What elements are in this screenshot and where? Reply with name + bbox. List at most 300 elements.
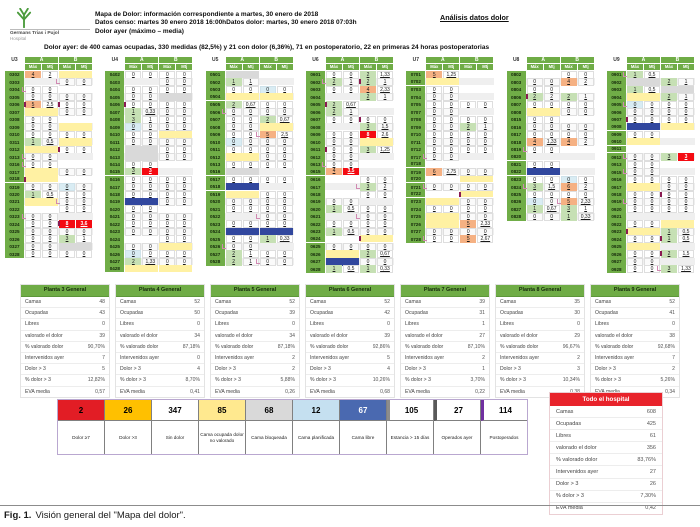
bed-cell[interactable]: 2 [42, 71, 58, 79]
bed-cell[interactable]: 0 [142, 205, 158, 213]
bed-cell[interactable]: 1 [627, 86, 643, 94]
bed-cell[interactable]: 0 [226, 161, 242, 169]
bed-cell[interactable]: 0 [42, 153, 58, 161]
bed-cell[interactable]: 0 [59, 101, 75, 109]
bed-cell[interactable]: 0 [176, 183, 192, 191]
bed-cell[interactable]: 0 [226, 146, 242, 154]
bed-cell[interactable]: 0 [343, 71, 359, 79]
bed-cell[interactable]: 1,33 [678, 265, 694, 273]
bed-cell[interactable]: 0 [142, 191, 158, 199]
bed-cell[interactable]: 0 [260, 161, 276, 169]
bed-cell[interactable]: 0 [460, 168, 476, 176]
bed-cell[interactable]: 5 [25, 101, 41, 109]
bed-cell[interactable]: 0 [627, 198, 643, 206]
bed-cell[interactable]: 6 [561, 183, 577, 191]
bed-cell[interactable]: 0 [142, 183, 158, 191]
bed-cell[interactable]: 0 [42, 228, 58, 236]
bed-cell[interactable]: 0 [477, 101, 493, 109]
bed-cell[interactable]: 0 [42, 183, 58, 191]
bed-cell[interactable]: 0 [176, 108, 192, 116]
bed-cell[interactable]: 0 [360, 116, 376, 124]
bed-cell[interactable]: 3 [561, 205, 577, 213]
bed-cell[interactable]: 0 [125, 250, 141, 258]
bed-cell[interactable]: 0 [627, 191, 643, 199]
bed-cell[interactable]: 0 [644, 220, 660, 228]
bed-cell[interactable]: 0 [426, 101, 442, 109]
bed-cell[interactable]: 0 [226, 108, 242, 116]
bed-cell[interactable]: 0 [527, 213, 543, 221]
bed-cell[interactable] [260, 93, 293, 100]
bed-cell[interactable]: 0 [142, 243, 158, 251]
bed-cell[interactable]: 0 [25, 213, 41, 221]
bed-cell[interactable]: 0 [25, 93, 41, 101]
bed-cell[interactable]: 0 [661, 108, 677, 116]
bed-cell[interactable] [226, 228, 259, 235]
bed-cell[interactable]: 0 [277, 86, 293, 94]
bed-cell[interactable]: 0,67 [343, 101, 359, 109]
bed-cell[interactable]: 2 [661, 250, 677, 258]
bed-cell[interactable]: 4 [326, 168, 342, 175]
bed-cell[interactable]: 0 [59, 183, 75, 191]
bed-cell[interactable]: 0 [343, 131, 359, 139]
bed-cell[interactable]: 0 [125, 228, 141, 236]
bed-cell[interactable]: 3 [527, 183, 543, 191]
bed-cell[interactable]: 0 [443, 235, 459, 243]
bed-cell[interactable]: 0 [176, 220, 192, 228]
bed-cell[interactable]: 0 [644, 250, 660, 258]
bed-cell[interactable]: 1 [243, 250, 259, 258]
bed-cell[interactable]: 0 [176, 123, 192, 131]
bed-cell[interactable]: 0 [443, 93, 459, 101]
bed-cell[interactable]: 3 [125, 168, 141, 175]
bed-cell[interactable]: 0 [25, 220, 41, 228]
bed-cell[interactable]: 1 [527, 205, 543, 213]
bed-cell[interactable]: 0 [226, 220, 242, 228]
bed-cell[interactable]: 0 [59, 191, 75, 199]
bed-cell[interactable]: 0,67 [277, 116, 293, 124]
bed-cell[interactable] [426, 78, 459, 85]
bed-cell[interactable]: 0 [377, 191, 393, 199]
bed-cell[interactable]: 0 [477, 228, 493, 236]
bed-cell[interactable]: 2 [260, 116, 276, 124]
bed-cell[interactable]: 0 [426, 146, 442, 154]
bed-cell[interactable]: 0 [460, 131, 476, 139]
bed-cell[interactable]: 3 [661, 265, 677, 273]
bed-cell[interactable]: 0,5 [42, 138, 58, 146]
bed-cell[interactable]: 0 [527, 78, 543, 86]
bed-cell[interactable]: 2 [377, 183, 393, 191]
bed-cell[interactable]: 0 [260, 213, 276, 221]
bed-cell[interactable]: 8 [59, 220, 75, 228]
bed-cell[interactable]: 0 [260, 138, 276, 146]
bed-cell[interactable]: 0 [678, 191, 694, 199]
bed-cell[interactable]: 1 [343, 108, 359, 116]
bed-cell[interactable]: 0 [544, 191, 560, 199]
bed-cell[interactable]: 1 [561, 213, 577, 221]
bed-cell[interactable]: 0 [142, 131, 158, 139]
bed-cell[interactable]: 0 [561, 108, 577, 116]
bed-cell[interactable]: 0 [627, 176, 643, 184]
bed-cell[interactable]: 0 [661, 176, 677, 184]
bed-cell[interactable]: 0 [343, 153, 359, 161]
bed-cell[interactable]: 2,6 [377, 131, 393, 139]
bed-cell[interactable]: 1 [678, 93, 694, 101]
bed-cell[interactable]: 0 [226, 198, 242, 206]
bed-cell[interactable]: 0 [443, 131, 459, 139]
bed-cell[interactable]: 0 [159, 250, 175, 258]
bed-cell[interactable]: 0 [226, 243, 242, 251]
bed-cell[interactable]: 0 [360, 176, 376, 184]
bed-cell[interactable]: 0 [426, 228, 442, 236]
bed-cell[interactable] [226, 71, 259, 78]
bed-cell[interactable]: 0 [277, 153, 293, 161]
bed-cell[interactable]: 2,5 [277, 131, 293, 139]
bed-cell[interactable]: 0 [527, 86, 543, 94]
bed-cell[interactable]: 0 [243, 198, 259, 206]
bed-cell[interactable]: 0 [59, 108, 75, 116]
bed-cell[interactable]: 0 [42, 213, 58, 221]
bed-cell[interactable]: 0 [42, 131, 58, 139]
bed-cell[interactable]: 0 [426, 183, 442, 191]
bed-cell[interactable]: 0 [25, 153, 41, 161]
bed-cell[interactable]: 0 [561, 123, 577, 131]
bed-cell[interactable]: 0 [260, 86, 276, 94]
bed-cell[interactable]: 0 [544, 146, 560, 154]
bed-cell[interactable]: 1,5 [377, 123, 393, 131]
bed-cell[interactable]: 0 [243, 131, 259, 139]
bed-cell[interactable]: 6 [426, 168, 442, 176]
bed-cell[interactable]: 0,33 [377, 265, 393, 273]
bed-cell[interactable]: 0 [260, 146, 276, 154]
bed-cell[interactable]: 0 [159, 258, 175, 266]
bed-cell[interactable]: 0 [159, 146, 175, 154]
bed-cell[interactable]: 0,67 [544, 205, 560, 213]
bed-cell[interactable]: 0 [443, 183, 459, 191]
bed-cell[interactable]: 0,67 [377, 250, 393, 258]
bed-cell[interactable]: 0 [42, 161, 58, 169]
bed-cell[interactable]: 0 [125, 71, 141, 79]
bed-cell[interactable]: 0 [644, 116, 660, 124]
bed-cell[interactable]: 0 [527, 146, 543, 154]
bed-cell[interactable]: 0 [25, 243, 41, 251]
bed-cell[interactable]: 0 [627, 131, 643, 139]
bed-cell[interactable]: 1,5 [544, 183, 560, 191]
bed-cell[interactable]: 0 [277, 101, 293, 109]
bed-cell[interactable]: 0 [226, 138, 242, 146]
bed-cell[interactable]: 0 [627, 220, 643, 228]
bed-cell[interactable]: 0 [426, 153, 442, 161]
bed-cell[interactable]: 0 [627, 153, 643, 161]
bed-cell[interactable]: 0 [176, 71, 192, 79]
bed-cell[interactable]: 0 [360, 243, 376, 251]
bed-cell[interactable]: 0 [443, 228, 459, 236]
bed-cell[interactable]: 0 [460, 198, 476, 206]
bed-cell[interactable]: 0 [544, 213, 560, 221]
bed-cell[interactable]: 0 [125, 176, 141, 184]
bed-cell[interactable]: 0,5 [343, 205, 359, 213]
bed-cell[interactable]: 0 [277, 191, 293, 199]
bed-cell[interactable]: 1 [627, 71, 643, 79]
bed-cell[interactable]: 0 [59, 146, 75, 154]
bed-cell[interactable]: 1 [661, 228, 677, 236]
bed-cell[interactable]: 0 [243, 161, 259, 169]
bed-cell[interactable]: 0 [76, 228, 92, 236]
bed-cell[interactable]: 1 [25, 191, 41, 199]
bed-cell[interactable]: 0 [42, 116, 58, 124]
bed-cell[interactable]: 0 [76, 183, 92, 191]
bed-cell[interactable]: 0 [326, 86, 342, 94]
bed-cell[interactable]: 0 [25, 123, 41, 131]
bed-cell[interactable]: 2 [527, 93, 543, 101]
bed-cell[interactable]: 0 [176, 235, 192, 243]
bed-cell[interactable]: 3 [360, 146, 376, 154]
bed-cell[interactable]: 0 [76, 146, 92, 154]
bed-cell[interactable]: 0 [125, 131, 141, 139]
bed-cell[interactable]: 0 [142, 220, 158, 228]
bed-cell[interactable]: 0 [159, 138, 175, 146]
bed-cell[interactable]: 0 [377, 220, 393, 228]
bed-cell[interactable]: 0 [377, 258, 393, 266]
bed-cell[interactable]: 0 [377, 176, 393, 184]
bed-cell[interactable]: 0 [644, 176, 660, 184]
bed-cell[interactable]: 2 [326, 78, 342, 86]
bed-cell[interactable]: 3 [360, 123, 376, 131]
bed-cell[interactable]: 0 [627, 250, 643, 258]
bed-cell[interactable]: 0 [159, 176, 175, 184]
bed-cell[interactable]: 0 [277, 258, 293, 266]
bed-cell[interactable]: 0 [159, 71, 175, 79]
bed-cell[interactable]: 0 [243, 138, 259, 146]
bed-cell[interactable]: 0 [561, 191, 577, 199]
bed-cell[interactable]: 2 [661, 93, 677, 101]
bed-cell[interactable]: 1 [377, 78, 393, 86]
bed-cell[interactable]: 0 [25, 161, 41, 169]
bed-cell[interactable]: 2 [360, 250, 376, 258]
bed-cell[interactable]: 5 [561, 198, 577, 206]
bed-cell[interactable]: 0 [159, 228, 175, 236]
bed-cell[interactable]: 1 [243, 258, 259, 266]
bed-cell[interactable]: 0 [460, 101, 476, 109]
bed-cell[interactable]: 0 [443, 205, 459, 213]
bed-cell[interactable]: 0 [360, 205, 376, 213]
bed-cell[interactable]: 0 [460, 205, 476, 213]
bed-cell[interactable]: 0 [277, 250, 293, 258]
bed-cell[interactable]: 0 [360, 228, 376, 236]
bed-cell[interactable]: 0 [644, 258, 660, 266]
bed-cell[interactable]: 2 [460, 123, 476, 131]
bed-cell[interactable] [125, 265, 158, 272]
bed-cell[interactable]: 0 [42, 123, 58, 131]
bed-cell[interactable]: 0 [377, 116, 393, 124]
bed-cell[interactable]: 0,5 [678, 235, 694, 243]
bed-cell[interactable]: 2 [125, 258, 141, 266]
bed-cell[interactable]: 0 [42, 235, 58, 243]
bed-cell[interactable]: 0 [443, 101, 459, 109]
bed-cell[interactable]: 0 [142, 213, 158, 221]
bed-cell[interactable]: 0 [142, 228, 158, 236]
bed-cell[interactable]: 0 [460, 116, 476, 124]
bed-cell[interactable]: 5 [260, 131, 276, 139]
bed-cell[interactable]: 2 [578, 78, 594, 86]
bed-cell[interactable]: 0 [460, 146, 476, 154]
bed-cell[interactable]: 0 [25, 250, 41, 258]
bed-cell[interactable]: 0 [277, 205, 293, 213]
bed-cell[interactable]: 0 [159, 86, 175, 94]
bed-cell[interactable]: 0 [25, 86, 41, 94]
bed-cell[interactable]: 1 [661, 235, 677, 243]
bed-cell[interactable]: 0 [25, 131, 41, 139]
bed-cell[interactable]: 0 [243, 205, 259, 213]
bed-cell[interactable]: 0 [644, 235, 660, 243]
bed-cell[interactable]: 0 [277, 176, 293, 184]
bed-cell[interactable]: 0 [527, 123, 543, 131]
bed-cell[interactable]: 3 [360, 183, 376, 191]
bed-cell[interactable]: 0 [343, 116, 359, 124]
bed-cell[interactable]: 0 [142, 138, 158, 146]
bed-cell[interactable]: 0 [644, 153, 660, 161]
bed-cell[interactable]: 0 [477, 198, 493, 206]
bed-cell[interactable]: 1 [25, 138, 41, 146]
bed-cell[interactable]: 0 [159, 101, 175, 109]
bed-cell[interactable]: 3 [661, 153, 677, 161]
bed-cell[interactable]: 0 [159, 213, 175, 221]
bed-cell[interactable]: 0 [527, 131, 543, 139]
bed-cell[interactable]: 0 [527, 176, 543, 184]
bed-cell[interactable]: 0 [142, 101, 158, 109]
bed-cell[interactable]: 0 [76, 205, 92, 213]
bed-cell[interactable] [226, 93, 259, 100]
bed-cell[interactable]: 0 [426, 235, 442, 243]
bed-cell[interactable]: 3,6 [76, 220, 92, 228]
bed-cell[interactable]: 0 [159, 108, 175, 116]
bed-cell[interactable]: 0 [343, 138, 359, 146]
bed-cell[interactable]: 0 [326, 71, 342, 79]
bed-cell[interactable]: 0 [125, 161, 141, 169]
bed-cell[interactable]: 0 [159, 78, 175, 86]
bed-cell[interactable]: 0 [678, 183, 694, 191]
bed-cell[interactable]: 0 [260, 258, 276, 266]
bed-cell[interactable]: 0 [477, 183, 493, 191]
bed-cell[interactable]: 0 [226, 131, 242, 139]
bed-cell[interactable]: 0 [426, 116, 442, 124]
bed-cell[interactable]: 0 [627, 235, 643, 243]
bed-cell[interactable]: 0 [661, 116, 677, 124]
bed-cell[interactable]: 0,5 [343, 228, 359, 236]
bed-cell[interactable]: 0 [644, 108, 660, 116]
bed-cell[interactable]: 0 [277, 161, 293, 169]
bed-cell[interactable]: 1 [343, 78, 359, 86]
bed-cell[interactable]: 2 [226, 258, 242, 266]
bed-cell[interactable]: 0 [477, 116, 493, 124]
bed-cell[interactable]: 0 [627, 205, 643, 213]
bed-cell[interactable]: 0 [644, 265, 660, 273]
bed-cell[interactable] [260, 228, 293, 235]
bed-cell[interactable] [460, 191, 493, 198]
bed-cell[interactable]: 1 [578, 93, 594, 101]
bed-cell[interactable]: 0 [159, 153, 175, 161]
bed-cell[interactable]: 1 [326, 205, 342, 213]
bed-cell[interactable]: 0,67 [243, 101, 259, 109]
bed-cell[interactable]: 0 [527, 191, 543, 199]
bed-cell[interactable]: 2 [360, 93, 376, 101]
bed-cell[interactable]: 0 [59, 198, 75, 206]
bed-cell[interactable]: 1 [260, 235, 276, 243]
bed-cell[interactable]: 0 [678, 116, 694, 124]
bed-cell[interactable]: 0 [76, 131, 92, 139]
bed-cell[interactable] [360, 235, 393, 242]
bed-cell[interactable]: 0 [76, 108, 92, 116]
bed-cell[interactable]: 0 [326, 131, 342, 139]
bed-cell[interactable]: 0 [226, 123, 242, 131]
bed-cell[interactable]: 4 [561, 138, 577, 146]
bed-cell[interactable]: 4 [527, 138, 543, 146]
bed-cell[interactable]: 0 [176, 138, 192, 146]
bed-cell[interactable]: 0 [661, 191, 677, 199]
bed-cell[interactable]: 0 [426, 138, 442, 146]
bed-cell[interactable]: 5 [460, 235, 476, 243]
bed-cell[interactable]: 0 [176, 198, 192, 206]
bed-cell[interactable]: 0 [159, 235, 175, 243]
bed-cell[interactable]: 0 [544, 161, 560, 169]
bed-cell[interactable]: 0 [277, 220, 293, 228]
bed-cell[interactable] [527, 168, 560, 175]
bed-cell[interactable]: 0 [76, 78, 92, 86]
bed-cell[interactable]: 0 [76, 191, 92, 199]
bed-cell[interactable]: 0 [326, 116, 342, 124]
bed-cell[interactable]: 0 [477, 146, 493, 154]
bed-cell[interactable]: 0 [42, 250, 58, 258]
bed-cell[interactable]: 2,67 [477, 235, 493, 243]
bed-cell[interactable]: 0 [125, 205, 141, 213]
bed-cell[interactable]: 0 [578, 176, 594, 184]
bed-cell[interactable]: 0 [59, 78, 75, 86]
bed-cell[interactable] [460, 176, 493, 183]
bed-cell[interactable]: 0 [159, 123, 175, 131]
bed-cell[interactable]: 0 [226, 86, 242, 94]
bed-cell[interactable]: 0 [326, 220, 342, 228]
bed-cell[interactable]: 0 [578, 71, 594, 79]
bed-cell[interactable]: 0 [443, 86, 459, 94]
bed-cell[interactable]: 0 [159, 183, 175, 191]
bed-cell[interactable]: 2 [661, 78, 677, 86]
bed-cell[interactable]: 0 [277, 108, 293, 116]
bed-cell[interactable]: 0 [226, 235, 242, 243]
bed-cell[interactable]: 0 [142, 250, 158, 258]
bed-cell[interactable]: 0 [360, 191, 376, 199]
bed-cell[interactable]: 0 [176, 101, 192, 109]
bed-cell[interactable]: 3,5 [343, 168, 359, 175]
bed-cell[interactable]: 0 [260, 176, 276, 184]
bed-cell[interactable]: 0 [42, 86, 58, 94]
bed-cell[interactable]: 0 [176, 258, 192, 266]
bed-cell[interactable]: 0 [176, 213, 192, 221]
bed-cell[interactable]: 0 [243, 146, 259, 154]
bed-cell[interactable]: 0 [176, 228, 192, 236]
bed-cell[interactable]: 0 [561, 176, 577, 184]
bed-cell[interactable]: 1 [125, 108, 141, 116]
bed-cell[interactable]: 0 [661, 198, 677, 206]
bed-cell[interactable]: 0 [326, 153, 342, 161]
bed-cell[interactable]: 5 [426, 71, 442, 79]
bed-cell[interactable]: 0 [125, 220, 141, 228]
bed-cell[interactable]: 0 [142, 86, 158, 94]
bed-cell[interactable]: 0 [176, 176, 192, 184]
bed-cell[interactable]: 0 [544, 78, 560, 86]
bed-cell[interactable]: 0 [159, 198, 175, 206]
bed-cell[interactable]: 0 [343, 198, 359, 206]
bed-cell[interactable]: 0 [544, 101, 560, 109]
bed-cell[interactable]: 0 [377, 228, 393, 236]
